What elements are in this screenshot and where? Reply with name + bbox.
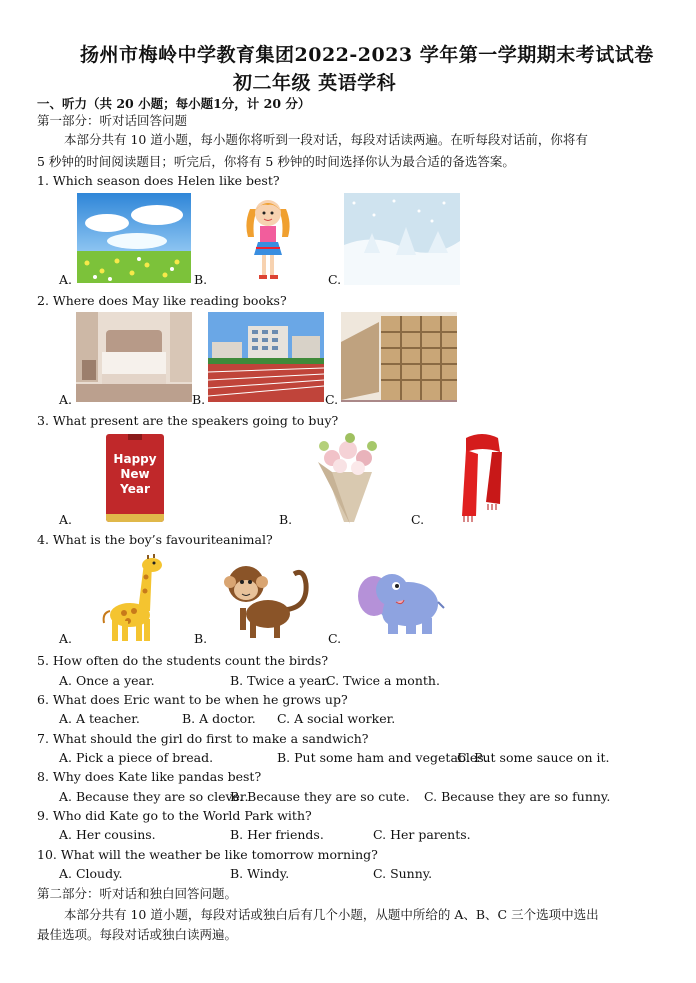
q10-option-a: A. Cloudy. xyxy=(59,866,123,881)
monkey-image xyxy=(222,560,312,642)
q4-label-b: B. xyxy=(194,631,208,646)
part1-heading: 一、听力（共 20 小题；每小题1分，计 20 分） xyxy=(37,96,311,111)
bedroom-image xyxy=(76,312,192,402)
section1-title: 第一部分：听对话回答问题 xyxy=(37,113,188,128)
flower-bouquet-image xyxy=(310,432,388,524)
question-2: 2. Where does May like reading books? xyxy=(37,293,287,308)
q2-label-b: B. xyxy=(192,392,206,407)
q6-option-b: B. A doctor. xyxy=(182,711,256,726)
card-text: Happy New Year xyxy=(113,452,157,496)
q9-option-a: A. Her cousins. xyxy=(59,827,156,842)
winter-snow-image xyxy=(344,193,460,285)
question-3: 3. What present are the speakers going to buy? xyxy=(37,413,339,428)
question-7: 7. What should the girl do first to make a sandwich? xyxy=(37,731,369,746)
q5-option-c: C. Twice a month. xyxy=(326,673,440,688)
school-playground-image xyxy=(208,312,324,402)
exam-title: 扬州市梅岭中学教育集团2022-2023 学年第一学期期末考试试卷 xyxy=(80,44,654,66)
elephant-image xyxy=(352,562,448,640)
new-year-card-image xyxy=(106,434,164,522)
question-9: 9. Who did Kate go to the World Park with? xyxy=(37,808,312,823)
section1-intro-line2: 5 秒钟的时间阅读题目；听完后，你将有 5 秒钟的时间选择你认为最合适的备选答案。 xyxy=(37,154,515,169)
q7-option-b: B. Put some ham and vegetables. xyxy=(277,750,488,765)
question-10: 10. What will the weather be like tomorrow morning? xyxy=(37,847,378,862)
q2-label-c: C. xyxy=(325,392,339,407)
q4-label-c: C. xyxy=(328,631,342,646)
section2-title: 第二部分：听对话和独白回答问题。 xyxy=(37,886,238,901)
q3-label-a: A. xyxy=(59,512,73,527)
red-scarf-image xyxy=(452,432,512,522)
spring-meadow-image xyxy=(77,193,191,283)
q2-label-a: A. xyxy=(59,392,73,407)
question-4: 4. What is the boy’s favouriteanimal? xyxy=(37,532,273,547)
question-8: 8. Why does Kate like pandas best? xyxy=(37,769,262,784)
library-shelves-image xyxy=(341,312,457,402)
q6-option-a: A. A teacher. xyxy=(59,711,140,726)
q9-option-c: C. Her parents. xyxy=(373,827,471,842)
q7-option-c: C. Put some sauce on it. xyxy=(457,750,610,765)
q1-label-c: C. xyxy=(328,272,342,287)
question-1: 1. Which season does Helen like best? xyxy=(37,173,280,188)
q1-label-a: A. xyxy=(59,272,73,287)
question-5: 5. How often do the students count the birds? xyxy=(37,653,329,668)
q8-option-a: A. Because they are so clever. xyxy=(59,789,249,804)
exam-subtitle: 初二年级 英语学科 xyxy=(233,72,397,94)
section2-intro-line2: 最佳选项。每段对话或独白读两遍。 xyxy=(37,927,238,942)
q8-option-c: C. Because they are so funny. xyxy=(424,789,611,804)
q8-option-b: B. Because they are so cute. xyxy=(230,789,410,804)
q1-label-b: B. xyxy=(194,272,208,287)
q3-label-c: C. xyxy=(411,512,425,527)
q10-option-b: B. Windy. xyxy=(230,866,290,881)
question-6: 6. What does Eric want to be when he grows up? xyxy=(37,692,348,707)
q7-option-a: A. Pick a piece of bread. xyxy=(59,750,214,765)
q6-option-c: C. A social worker. xyxy=(277,711,396,726)
q3-label-b: B. xyxy=(279,512,293,527)
section1-intro-line1: 本部分共有 10 道小题，每小题你将听到一段对话，每段对话读两遍。在听每段对话前，你将有 xyxy=(64,132,588,147)
q10-option-c: C. Sunny. xyxy=(373,866,433,881)
section2-intro-line1: 本部分共有 10 道小题，每段对话或独白后有几个小题，从题中所给的 A、B、C 三个选项中选出 xyxy=(64,907,599,922)
giraffe-image xyxy=(98,553,170,645)
q4-label-a: A. xyxy=(59,631,73,646)
q5-option-a: A. Once a year. xyxy=(59,673,155,688)
girl-summer-image xyxy=(240,193,296,285)
q5-option-b: B. Twice a year. xyxy=(230,673,331,688)
q9-option-b: B. Her friends. xyxy=(230,827,324,842)
